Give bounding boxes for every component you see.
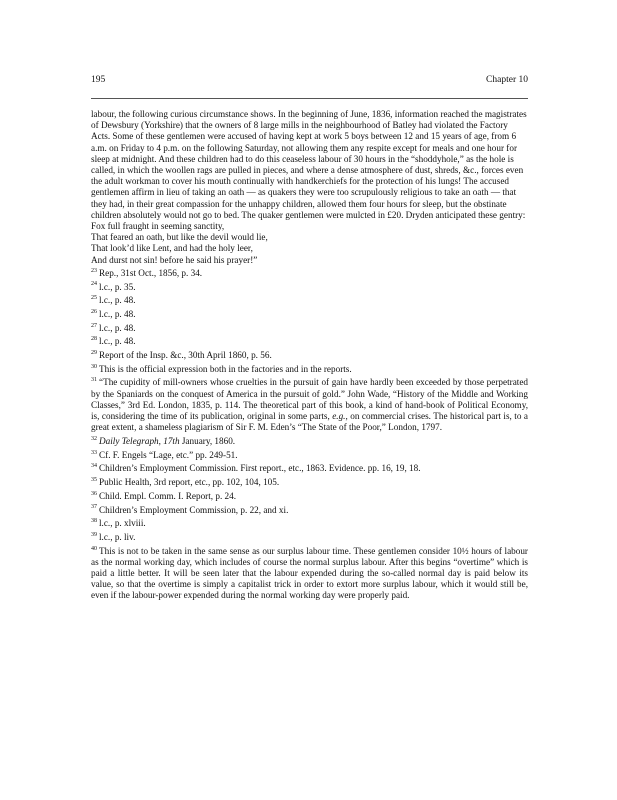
poem-line: That look’d like Lent, and had the holy leer, [91, 243, 253, 254]
footnote-number: 31 [91, 377, 97, 384]
footnotes [91, 268, 528, 602]
footnote [91, 282, 528, 293]
footnote [91, 268, 528, 279]
footnote-text: This is the official expression both in the factories and in the reports. [99, 363, 352, 374]
footnote [91, 463, 528, 474]
footnote-text: Children’s Employment Commission, p. 22, and xi. [99, 504, 289, 515]
footnote-number: 40 [91, 545, 97, 552]
footnote-number: 29 [91, 350, 97, 356]
footnote-text: Rep., 31st Oct., 1856, p. 34. [99, 267, 203, 278]
footnote [91, 364, 528, 375]
page-number: 195 [91, 75, 106, 85]
footnote-number: 25 [91, 295, 97, 302]
footnote [91, 450, 528, 461]
chapter-label: Chapter 10 [486, 75, 528, 85]
footnote-text: Cf. F. Engels “Lage, etc.” pp. 249-51. [99, 449, 238, 460]
footnote-text: Children’s Employment Commission. First report., etc., 1863. Evidence. pp. 16, 19, 18. [99, 463, 421, 474]
footnote-number: 33 [91, 449, 97, 456]
footnote-number: 27 [91, 322, 97, 329]
poem-line: That feared an oath, but like the devil would lie, [91, 232, 268, 243]
footnote-text: l.c., p. 48. [99, 336, 136, 347]
footnote-text: January, 1860. [179, 435, 236, 446]
footnote-text: l.c., p. xlviii. [99, 518, 146, 529]
footnote-text: l.c., p. 35. [99, 281, 136, 292]
footnote-number: 28 [91, 336, 97, 343]
footnote [91, 295, 528, 306]
page-header [91, 73, 528, 89]
footnote-text-italic: Daily Telegraph, 17th [99, 435, 180, 446]
footnote [91, 532, 528, 543]
footnote-number: 34 [91, 463, 97, 470]
footnote [91, 309, 528, 320]
poem-line: And durst not sin! before he said his prayer!” [91, 254, 258, 265]
footnote [91, 436, 528, 447]
footnote-text: l.c., p. 48. [99, 295, 136, 306]
footnote-number: 37 [91, 504, 97, 511]
footnote [91, 518, 528, 529]
body-paragraph: labour, the following curious circumstance shows. In the beginning of June, 1836, information reached the magistrates of Dewsbury (Yorkshire) that the owners of 8 large mills in the neighbourhood of Batley had violated the Factory Acts. Some of these gentlemen were accused of having kept at work 5 boys between 12 and 15 years of age, from 6 a.m. on Friday to 4 p.m. on the following Saturday, not allowing them any respite except for meals and one hour for sleep at midnight. And these children had to do this ceaseless labour of 30 hours in the “shoddyhole,” as the hole is called, in which the woollen rags are pulled in pieces, and where a dense atmosphere of dust, shreds, &c., forces even the adult workman to cover his mouth continually with handkerchiefs for the protection of his lungs! The accused gentlemen affirm in lieu of taking an oath — as quakers they were too scrupulously religious to take an oath — that they had, in their great compassion for the unhappy children, allowed them four hours for sleep, but the obstinate children absolutely would not go to bed. The quaker gentlemen were mulcted in £20. Dryden anticipated these gentry: [91, 109, 527, 220]
footnote-text: l.c., p. liv. [99, 531, 136, 542]
footnote [91, 491, 528, 502]
footnote [91, 505, 528, 516]
footnote [91, 377, 528, 433]
footnote-number: 30 [91, 363, 97, 370]
footnote [91, 477, 528, 488]
footnote-number: 26 [91, 308, 97, 315]
page-body [91, 109, 528, 604]
footnote-text: Public Health, 3rd report, etc., pp. 102, 104, 105. [99, 477, 280, 488]
footnote-number: 24 [91, 281, 97, 288]
footnote-text: This is not to be taken in the same sense as our surplus labour time. These gentlemen consider 10½ hours of labour as the normal working day, which includes of course the normal surplus labour. After this begins “overtime” which is paid a little better. It will be seen later that the labour expended during the so-called normal day is paid below its value, so that the overtime is simply a capitalist trick in order to extort more surplus labour, which it would still be, even if the labour-power expended during the normal working day were properly paid. [91, 545, 528, 601]
footnote-text: Child. Empl. Comm. I. Report, p. 24. [99, 490, 237, 501]
footnote-text: “The cupidity of mill-owners whose cruelties in the pursuit of gain have hardly been exceeded by those perpetrated by the Spaniards on the conquest of America in the pursuit of gold.” John Wade, “History of the Middle and Working Classes,” 3rd Ed. London, 1835, p. 114. The theoretical part of this book, a kind of hand-book of Political Economy, is, considering the time of its publication, original in some parts, [91, 377, 528, 422]
footnote-text: l.c., p. 48. [99, 322, 136, 333]
poem-quote [91, 221, 528, 266]
footnote-text: l.c., p. 48. [99, 308, 136, 319]
footnote-number: 35 [91, 477, 97, 484]
footnote-number: 39 [91, 531, 97, 538]
footnote [91, 350, 528, 361]
footnote [91, 546, 528, 602]
footnote [91, 323, 528, 334]
footnote-number: 23 [91, 267, 97, 274]
footnote-number: 38 [91, 518, 97, 525]
header-rule [91, 98, 528, 99]
footnote-text-after: , on commercial crises. The historical part is, to a great extent, a shameless plagiarism of Sir F. M. Eden’s “The State of the Poor,” London, 1797. [91, 411, 528, 433]
footnote-number: 32 [91, 435, 97, 442]
poem-line: Fox full fraught in seeming sanctity, [91, 221, 225, 232]
footnote-text: Report of the Insp. &c., 30th April 1860, p. 56. [99, 350, 272, 361]
footnote [91, 336, 528, 347]
footnote-text-italic: e.g. [332, 411, 346, 422]
footnote-number: 36 [91, 490, 97, 497]
